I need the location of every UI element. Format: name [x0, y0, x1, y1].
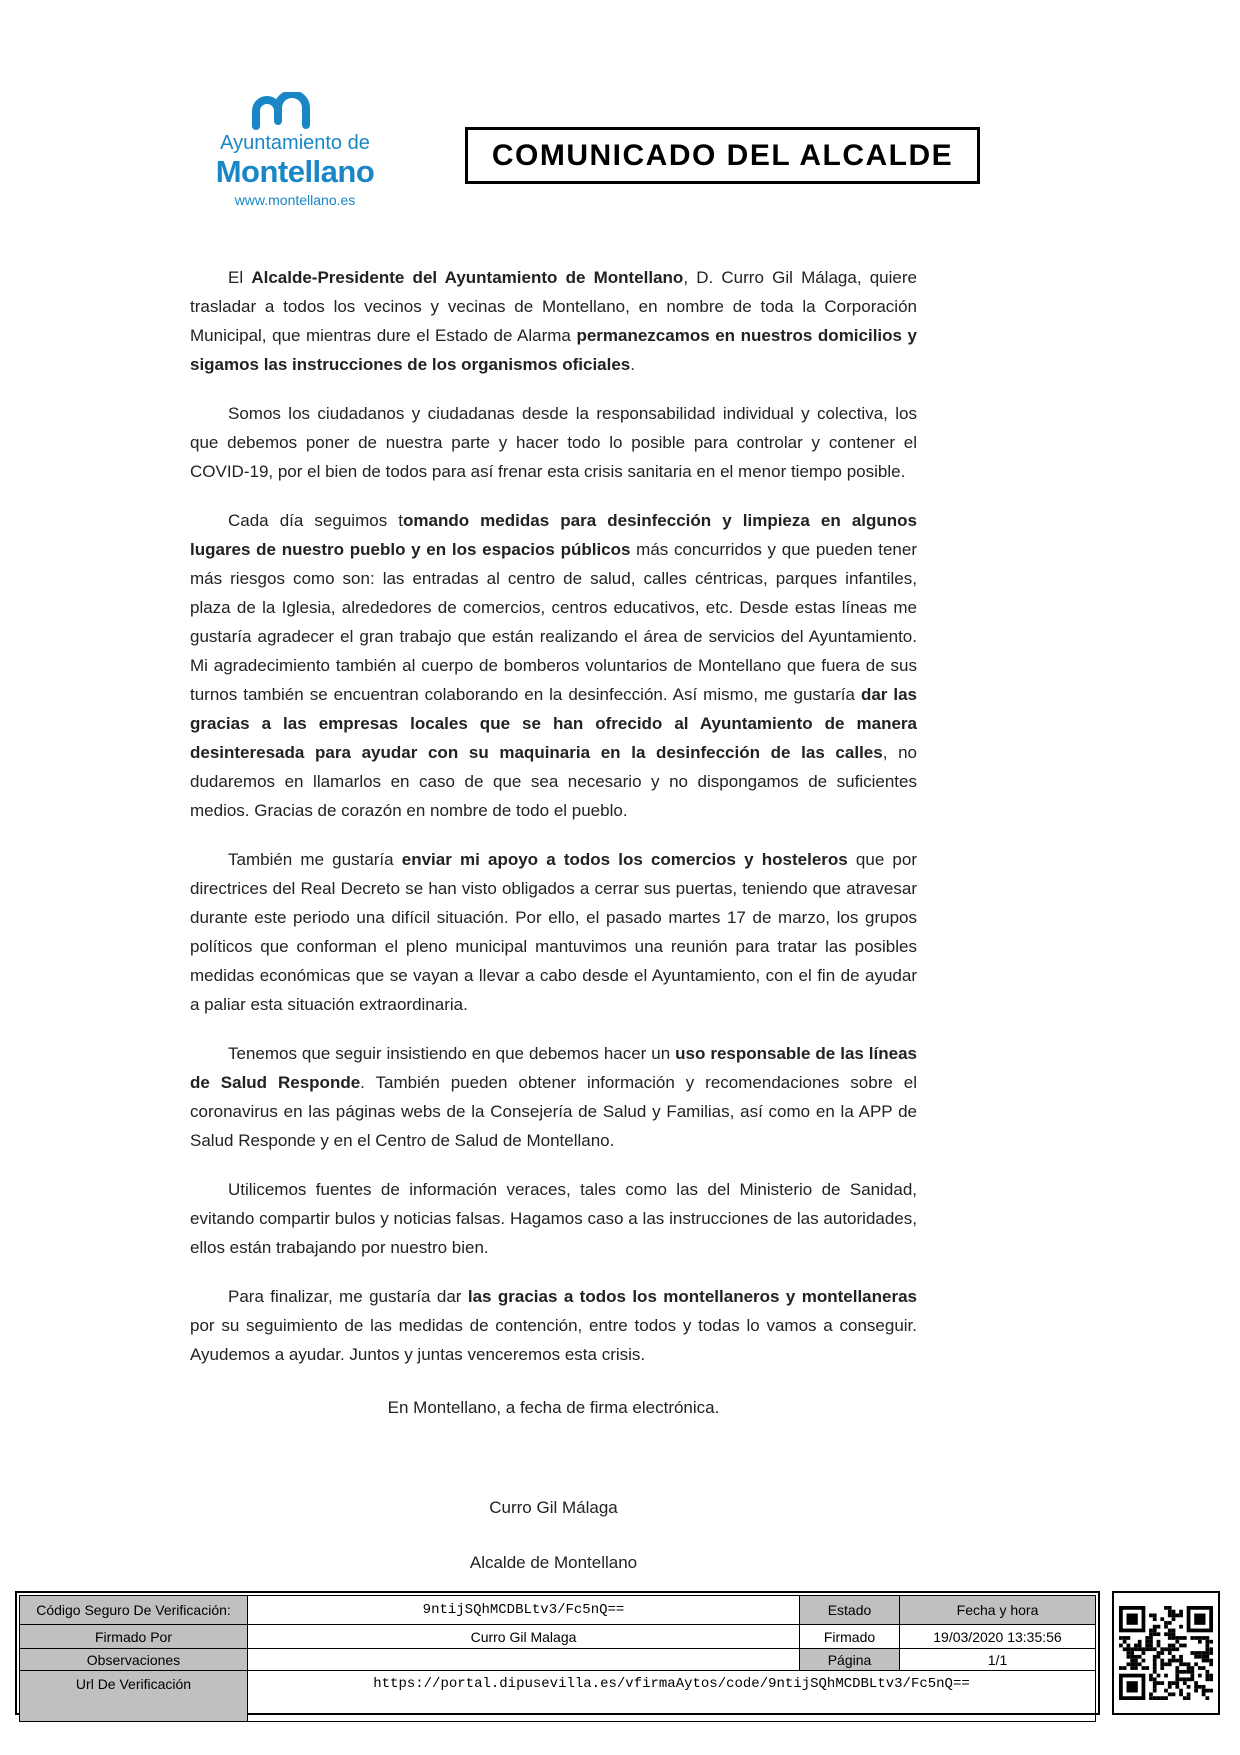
text-run: por su seguimiento de las medidas de contención, entre todos y todas lo vamos a conseguir. Ayudemos a ayudar. Juntos y juntas venceremos esta crisis.: [190, 1316, 917, 1364]
qr-pattern: [1119, 1606, 1213, 1700]
firmado-por-value: Curro Gil Malaga: [248, 1625, 800, 1649]
table-row: [20, 1671, 1096, 1722]
verification-table-wrap: [15, 1591, 1100, 1715]
text-run: más concurridos y que pueden tener más riesgos como son: las entradas al centro de salud, calles céntricas, parques infantiles, plaza de la Iglesia, alrededores de comercios, centros educativos, etc. Desde estas líneas me gustaría agradecer el gran trabajo que están realizando el área de servicios del Ayuntamiento. Mi agradecimiento también al cuerpo de bomberos voluntarios de Montellano que fuera de sus turnos también se encuentran colaborando en la desinfección. Así mismo, me gustaría: [190, 540, 917, 704]
paragraph: [190, 845, 917, 1019]
paragraph: [190, 263, 917, 379]
csv-label: Código Seguro De Verificación:: [20, 1596, 248, 1625]
text-run: Cada día seguimos t: [228, 511, 403, 530]
pagina-value: 1/1: [900, 1649, 1096, 1671]
qr-code: [1112, 1591, 1220, 1715]
logo-name-line: Montellano: [215, 154, 375, 189]
table-row: [20, 1596, 1096, 1625]
bold-text-run: dar las gracias a las empresas locales que se han ofrecido al Ayuntamiento de manera desinteresada para ayudar con su maquinaria en la desinfección de las calles: [190, 685, 918, 762]
page-title: COMUNICADO DEL ALCALDE: [491, 138, 954, 172]
text-run: que por directrices del Real Decreto se han visto obligados a cerrar sus puertas, teniendo que atravesar durante este periodo una difícil situación. Por ello, el pasado martes 17 de marzo, los grupos políticos que conforman el pleno municipal mantuvimos una reunión para tratar las posibles medidas económicas que se vayan a llevar a cabo desde el Ayuntamiento, con el fin de ayudar a paliar esta situación extraordinaria.: [190, 850, 917, 1014]
paragraph: [190, 1039, 917, 1155]
signature-name: Curro Gil Málaga: [489, 1498, 618, 1517]
paragraph: [190, 506, 917, 825]
table-row: [20, 1625, 1096, 1649]
title-box: [465, 127, 980, 184]
fecha-value: 19/03/2020 13:35:56: [900, 1625, 1096, 1649]
observaciones-value: [248, 1649, 800, 1671]
closing-line: En Montellano, a fecha de firma electrónica.: [387, 1398, 720, 1417]
text-run: . También pueden obtener información y recomendaciones sobre el coronavirus en las páginas webs de la Consejería de Salud y Familias, así como en la APP de Salud Responde y en el Centro de Salud de Montellano.: [190, 1073, 917, 1150]
verification-footer: [15, 1591, 1222, 1715]
text-run: Tenemos que seguir insistiendo en que debemos hacer un: [228, 1044, 676, 1063]
text-run: Somos los ciudadanos y ciudadanas desde la responsabilidad individual y colectiva, los que debemos poner de nuestra parte y hacer todo lo posible para controlar y contener el COVID-19, por el bien de todos para así frenar esta crisis sanitaria en el menor tiempo posible.: [190, 404, 917, 481]
url-label: Url De Verificación: [20, 1671, 248, 1722]
csv-value: 9ntijSQhMCDBLtv3/Fc5nQ==: [248, 1596, 800, 1625]
bold-text-run: permanezcamos en nuestros domicilios y sigamos las instrucciones de los organismos oficiales: [190, 326, 917, 374]
estado-value: Firmado: [800, 1625, 900, 1649]
fecha-header: Fecha y hora: [900, 1596, 1096, 1625]
paragraph: [190, 1282, 917, 1369]
observaciones-label: Observaciones: [20, 1649, 248, 1671]
signature-role: Alcalde de Montellano: [469, 1553, 638, 1572]
bold-text-run: omando medidas para desinfección y limpieza en algunos lugares de nuestro pueblo y en los espacios públicos: [190, 511, 918, 559]
text-run: Para finalizar, me gustaría dar: [228, 1287, 468, 1306]
montellano-logo: [195, 92, 395, 208]
verification-table: [19, 1595, 1096, 1722]
text-run: , D. Curro Gil Málaga, quiere trasladar a todos los vecinos y vecinas de Montellano, en nombre de toda la Corporación Municipal, que mientras dure el Estado de Alarma: [190, 268, 917, 345]
text-run: Utilicemos fuentes de información veraces, tales como las del Ministerio de Sanidad, evitando compartir bulos y noticias falsas. Hagamos caso a las instrucciones de las autoridades, ellos están trabajando por nuestro bien.: [190, 1180, 917, 1257]
paragraph: [190, 1175, 917, 1262]
document-body: [190, 263, 917, 1577]
text-run: .: [630, 355, 635, 374]
paragraphs: [190, 263, 917, 1369]
estado-header: Estado: [800, 1596, 900, 1625]
text-run: , no dudaremos en llamarlos en caso de que sea necesario y no dispongamos de suficientes medios. Gracias de corazón en nombre de todo el pueblo.: [190, 743, 917, 820]
bold-text-run: enviar mi apoyo a todos los comercios y hosteleros: [401, 850, 848, 869]
text-run: El: [228, 268, 252, 287]
bold-text-run: uso responsable de las líneas de Salud Responde: [190, 1044, 917, 1092]
logo-website: www.montellano.es: [234, 192, 356, 209]
pagina-label: Página: [800, 1649, 900, 1671]
firmado-por-label: Firmado Por: [20, 1625, 248, 1649]
logo-org-line: Ayuntamiento de: [220, 132, 370, 154]
bold-text-run: las gracias a todos los montellaneros y montellaneras: [467, 1287, 917, 1306]
logo-arches-icon: [249, 92, 341, 130]
url-value: https://portal.dipusevilla.es/vfirmaAytos/code/9ntijSQhMCDBLtv3/Fc5nQ==: [248, 1671, 1096, 1722]
text-run: También me gustaría: [228, 850, 402, 869]
bold-text-run: Alcalde-Presidente del Ayuntamiento de Montellano: [251, 268, 684, 287]
table-row: [20, 1649, 1096, 1671]
paragraph: [190, 399, 917, 486]
